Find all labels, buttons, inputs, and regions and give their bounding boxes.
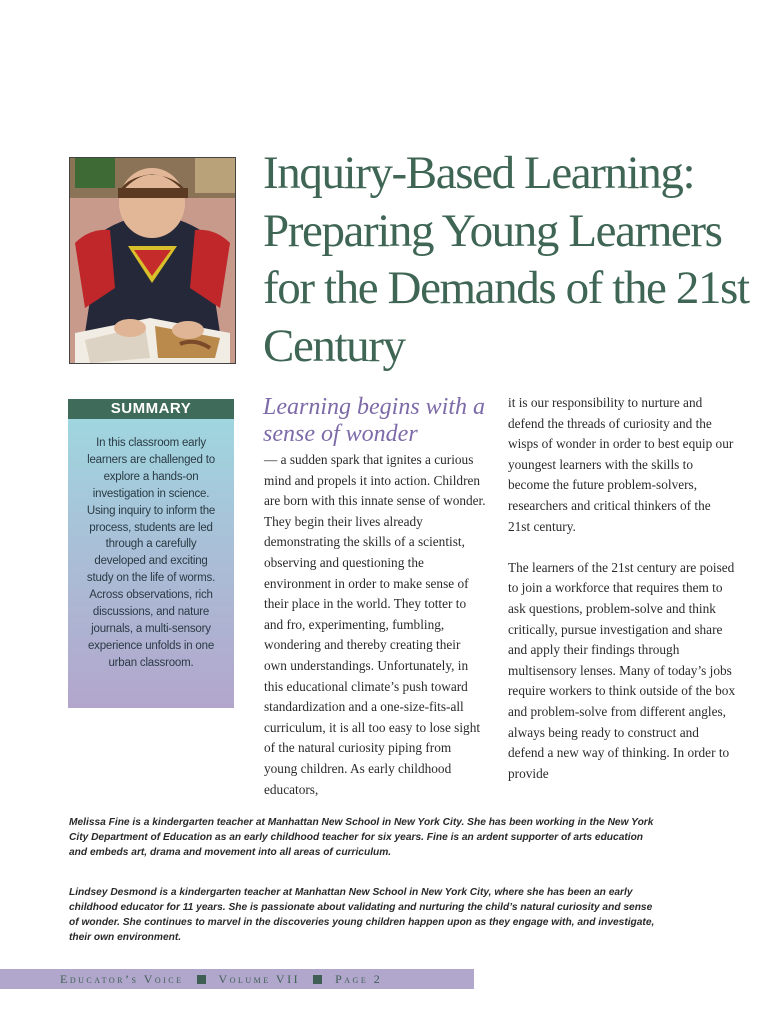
photo-illustration — [70, 158, 235, 363]
column-1-paragraph: — a sudden spark that ignites a curious mind and propels it into action. Children are born with this innate sense of wonder. They begin their lives already demonstrating the skills of a scientist, observing and questioning the environment in order to make sense of their place in the world. They totter to and fro, experimenting, fumbling, wondering and thereby creating their own understandings. Unfortunately, in this educational climate’s push toward standardization and a one-size-fits-all curriculum, it is all too easy to lose sight of the natural curiosity piping from young children. As early childhood educators, — [264, 452, 486, 797]
column-2-paragraph-1: it is our responsibility to nurture and defend the threads of curiosity and the wisps of wonder in order to best equip our youngest learners with the skills to become the future problem-solvers, researchers and critical thinkers of the 21st century. — [508, 395, 734, 534]
summary-box — [68, 419, 234, 708]
footer-page: Page 2 — [335, 971, 383, 986]
lead-heading: Learning begins with a sense of wonder — [263, 394, 486, 447]
summary-heading: SUMMARY — [68, 399, 234, 419]
footer-volume: Volume VII — [218, 971, 301, 986]
article-column-2 — [508, 393, 736, 784]
square-bullet-icon — [313, 975, 322, 984]
article-column-1 — [264, 450, 486, 800]
author-bio-desmond: Lindsey Desmond is a kindergarten teacher at Manhattan New School in New York City, where she has been an early childhood educator for 11 years. She is passionate about validating and nurturing the child’s natural curiosity and sense of wonder. She continues to marvel in the discoveries young children happen upon as they engage with, and investigate, their own environment. — [69, 887, 655, 943]
summary-text: In this classroom early learners are challenged to explore a hands-on investigation in science. Using inquiry to inform the process, students are led through a carefully developed and exciting study on the life of worms. Across observations, rich discussions, and nature journals, a multi-sensory experience unfolds in one urban classroom. — [86, 437, 216, 669]
square-bullet-icon — [197, 975, 206, 984]
page-footer — [0, 969, 474, 989]
article-title: Inquiry-Based Learning: Preparing Young Learners for the Demands of the 21st Century — [263, 147, 749, 372]
footer-publication: Educator’s Voice — [60, 971, 184, 986]
author-bio-fine: Melissa Fine is a kindergarten teacher at Manhattan New School in New York City. She has been working in the New York City Department of Education as an early childhood teacher for six years. Fine is an ardent supporter of arts education and embeds art, drama and movement into all areas of curriculum. — [69, 817, 654, 858]
child-reading-photo — [69, 157, 236, 364]
column-2-paragraph-2: The learners of the 21st century are poised to join a workforce that requires them to ask questions, problem-solve and think critically, pursue investigation and share and apply their findings through multisensory lenses. Many of today’s jobs require workers to think outside of the box and problem-solve from different angles, always being ready to construct and defend a new way of thinking. In order to provide — [508, 559, 736, 781]
